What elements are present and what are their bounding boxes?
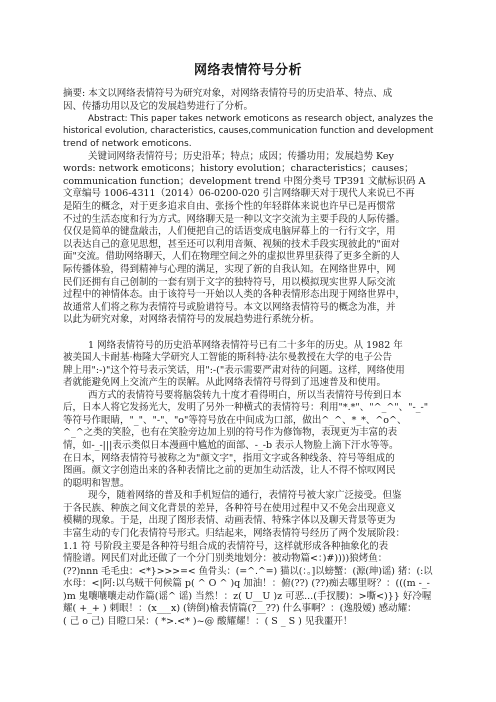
text-line: trend of network emoticons. [63, 139, 192, 149]
text-line: 于各民族、种族之间文化背景的差异，各种符号在使用过程中又不免会出现意义 [63, 503, 396, 514]
text-line: ( 己 o 己) 目瞪口呆：( *>.<* )~@ 酸耀耀！：( S _ S ) 见我噩开！ [63, 616, 353, 627]
text-line: 故通常人们将之称为表情符号或脸谱符号。本文以网络表情符号的概念为准，并 [63, 302, 396, 313]
text-line: 丰富生动的专门化表情符号形式。归结起来，网络表情符号经历了两个发展阶段： [63, 528, 406, 539]
text-line: 过程中的神情体态。由于该符号一开始以人类的各种表情形态出现于网络世界中， [63, 289, 406, 300]
text-line: 文章编号 1006-4311（2014）06-0200-020 引言网络聊天对于现代人来说已不再 [63, 188, 415, 199]
text-line: Abstract: This paper takes network emoticons as research object, analyzes the [88, 114, 434, 124]
text-line: 在日本，网络表情符号被称之为"颜文字"，指用文字或各种线条、符号等组成的 [63, 453, 395, 464]
text-line: 后，日本人将它发扬光大，发明了另外一种横式的表情符号：利用"*.*"、"^_^"、"-_-" [63, 402, 429, 413]
text-line: 仅仅是简单的键盘敲击，人们便把自己的话语变成电脑屏幕上的一行行文字，用 [63, 226, 396, 237]
text-line: 1.1 符 号阶段主要是各种符号组合成的表情符号，这样就形成各种抽象化的表 [63, 541, 389, 552]
text-line: 被美国人卡耐基·梅隆大学研究人工智能的斯科特·法尔曼教授在大学的电子公告 [63, 352, 393, 363]
page-title: 网络表情符号分析 [193, 63, 302, 78]
text-line: 现今，随着网络的普及和手机短信的通行，表情符号被大家广泛接受。但鉴 [88, 490, 402, 501]
text-line: 以表达自己的意见思想，甚至还可以利用音频、视频的技术手段实现彼此的"面对 [63, 239, 400, 250]
text-line: 耀( +_+ ) 刺眼！：(x___x) (锛倒)榆表情篇(?__??) 什么事啊？：(逸殷嫒) 感动耀： [63, 603, 417, 614]
text-line: 牌上用":-)"这个符号表示笑话，用":-("表示需要严肃对待的问题。这样，网络使用 [63, 365, 405, 376]
text-line: 摘要: 本文以网络表情符号为研究对象，对网络表情符号的历史沿革、特点、成 [63, 88, 393, 99]
text-line: historical evolution, characteristics, causes,communication function and development [63, 126, 434, 136]
text-line: communication function；development trend 中图分类号 TP391 文献标识码 A [63, 176, 426, 187]
text-line: ^_^之类的笑脸，也有在笑脸旁边加上别的符号作为修饰物，表现更为丰富的表 [63, 427, 398, 438]
text-line: 情，如-_-|||表示类似日本漫画中尴尬的面部、-_-b 表示人物脸上滴下汗水等等。 [63, 440, 399, 451]
text-line: words: network emoticons；history evolution；characteristics；causes； [63, 163, 414, 174]
text-line: 的聪明和智慧。 [63, 478, 130, 489]
text-line: 西方式的表情符号要将脑袋转九十度才看得明白，所以当表情符号传到日本 [88, 390, 402, 401]
text-line: 1 网络表情符号的历史沿革网络表情符号已有二十多年的历史。从 1982 年 [88, 340, 403, 351]
text-line: 图画。颜文字创造出来的各种表情比之前的更加生动活泼，让人不得不惊叹网民 [63, 465, 396, 476]
text-line: 际传播体验，得到精神与心理的满足，实现了新的自我认知。在网络世界中，网 [63, 264, 396, 275]
text-line: 水母：<|阿:以乌贼干何候篇 p( ^ O ^ )q 加油！：俯(??) (??)痴去哪里呀？：(((m -_- [63, 578, 430, 589]
text-line: 关键词网络表情符号；历史沿革；特点；成因；传播功用；发展趋势 Key [88, 151, 394, 162]
text-line: 情脸谱。网民们对此还做了一个分门别类地划分：被动物篇<：)#))))狼烤鱼： [63, 553, 388, 564]
text-line: 者就能避免网上交流产生的误解。从此网络表情符号得到了迅速普及和使用。 [63, 377, 387, 388]
text-line: )m 鬼嚷嚷嚷走动作篇(谣^ 谣) 当然！：z( U__U )z 可恶...(手扠腰)：>嘶<)}} 好冷喔 [63, 591, 432, 602]
text-line: 以此为研究对象，对网络表情符号的发展趋势进行系统分析。 [63, 314, 320, 325]
text-line: 模糊的现象。于是，出现了图形表情、动画表情、特殊字体以及聊天背景等更为 [63, 515, 396, 526]
text-line: 民们还拥有自己创制的一套有别于文字的独特符号，用以模拟现实世界人际交流 [63, 277, 396, 288]
text-line: 因、传播功用以及它的发展趋势进行了分析。 [63, 101, 254, 112]
text-line: 是陌生的概念，对于更多追求自由、张扬个性的年轻群体来说也许早已是再惯常 [63, 201, 396, 212]
text-line: 面"交流。借助网络聊天，人们在物理空间之外的虚拟世界里获得了更多全新的人 [63, 251, 400, 262]
text-line: 等符号作眼睛，"_"、"-"、"o"等符号放在中间成为口部，做出^_^、*_*、^o^、 [63, 415, 407, 426]
text-line: (??)nnn 毛毛虫：<*}>>>=< 鱼骨头：(=^.^=) 猫以(：。]以螃蟹：(源(珅)谣) 猪：(:以 [63, 566, 433, 577]
text-line: 不过的生活态度和行为方式。网络聊天是一种以文字交流为主要手段的人际传播。 [63, 214, 406, 225]
